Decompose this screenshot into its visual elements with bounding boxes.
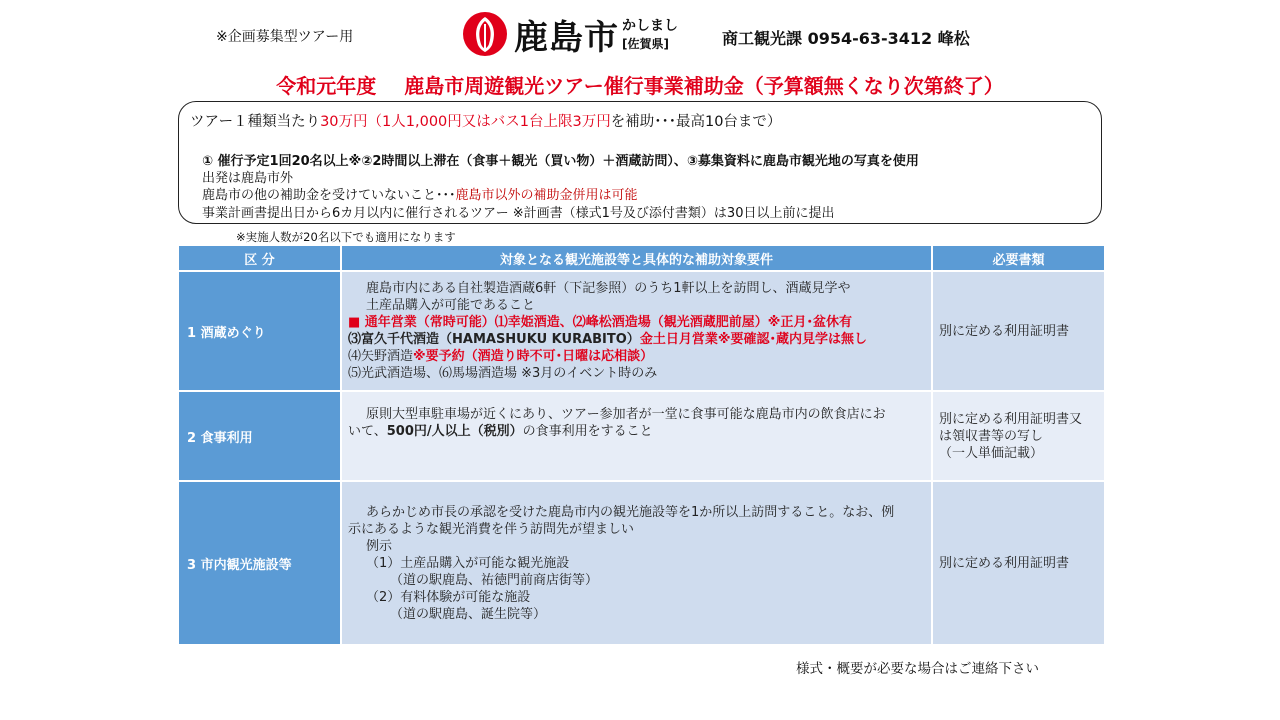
- doc-line: は領収書等の写し: [939, 428, 1044, 444]
- detail-line: （道の駅鹿島、誕生院等）: [390, 606, 547, 622]
- detail-text: の食事利用をすること: [522, 424, 653, 439]
- detail-line: 土産品購入が可能であること: [366, 298, 536, 313]
- doc-line: 別に定める利用証明書又: [939, 411, 1083, 427]
- subsidy-amount-prefix: ツアー１種類当たり: [190, 114, 321, 130]
- detail-line: [348, 423, 925, 440]
- detail-text: いて、: [348, 424, 387, 439]
- detail-line: （2）有料体験が可能な施設: [366, 589, 531, 605]
- contact-info: 商工観光課 0954-63-3412 峰松: [722, 29, 970, 48]
- table-row: [178, 391, 1105, 481]
- documents-sake-brewery: 別に定める利用証明書: [932, 271, 1105, 391]
- detail-note: 金土日月営業※要確認･蔵内見学は無し: [639, 332, 867, 347]
- requirements-sake-brewery: [341, 271, 932, 391]
- header-category: 区 分: [178, 245, 341, 271]
- detail-emphasis: 500円/人以上（税別）: [386, 424, 523, 439]
- requirement-other-subsidy-note: 鹿島市以外の補助金併用は可能: [455, 188, 638, 203]
- subsidy-amount-line: [190, 110, 781, 131]
- subsidy-amount-suffix: を補助･･･最高10台まで）: [610, 114, 782, 130]
- requirement-plan-submission: 事業計画書提出日から6カ月以内に催行されるツアー ※計画書（様式1号及び添付書類）は30日以上前に提出: [202, 206, 835, 221]
- fiscal-year: 令和元年度: [276, 74, 377, 98]
- participants-note: ※実施人数が20名以下でも適用になります: [236, 230, 456, 244]
- detail-line: （1）土産品購入が可能な観光施設: [366, 555, 570, 571]
- requirements-table: [177, 244, 1106, 646]
- subsidy-amount-value: 30万円（1人1,000円又はバス1台上限3万円: [320, 114, 611, 130]
- table-header-row: [178, 245, 1105, 271]
- header-requirements: 対象となる観光施設等と具体的な補助対象要件: [341, 245, 932, 271]
- requirements-sightseeing: [341, 481, 932, 645]
- category-sightseeing: 3 市内観光施設等: [178, 481, 341, 645]
- city-logo: [462, 8, 702, 58]
- category-sake-brewery: 1 酒蔵めぐり: [178, 271, 341, 391]
- detail-line: 例示: [366, 538, 393, 554]
- detail-text: ⑷矢野酒造: [348, 349, 414, 364]
- city-emblem-icon: [462, 11, 508, 57]
- logo-city-name: 鹿島市: [514, 18, 619, 58]
- logo-city-kana: かしまし: [622, 18, 678, 34]
- detail-line: 示にあるような観光消費を伴う訪問先が望ましい: [348, 521, 635, 537]
- table-row: [178, 481, 1105, 645]
- detail-note: ※要予約（酒造り時不可･日曜は応相談）: [413, 349, 654, 364]
- detail-line: 原則大型車駐車場が近くにあり、ツアー参加者が一堂に食事可能な鹿島市内の飲食店にお: [366, 407, 886, 422]
- header-documents: 必要書類: [932, 245, 1105, 271]
- detail-line: [348, 348, 925, 365]
- category-meal: 2 食事利用: [178, 391, 341, 481]
- requirement-other-subsidy: [202, 184, 638, 203]
- requirement-other-subsidy-text: 鹿島市の他の補助金を受けていないこと･･･: [202, 188, 456, 203]
- doc-line: （一人単価記載）: [939, 445, 1044, 461]
- table-row: [178, 271, 1105, 391]
- documents-meal: [932, 391, 1105, 481]
- tour-note: ※企画募集型ツアー用: [216, 29, 354, 45]
- detail-line: ■ 通年営業（常時可能）⑴幸姫酒造、⑵峰松酒造場（観光酒蔵肥前屋）※正月･盆休有: [348, 315, 852, 330]
- detail-text: ⑶富久千代酒造（HAMASHUKU KURABITO）: [348, 332, 640, 347]
- requirements-meal: [341, 391, 932, 481]
- requirement-conditions: ① 催行予定1回20名以上※②2時間以上滞在（食事＋観光（買い物）＋酒蔵訪問）、③募集資料に鹿島市観光地の写真を使用: [202, 154, 919, 169]
- detail-line: [348, 331, 925, 348]
- requirement-departure: 出発は鹿島市外: [202, 171, 294, 186]
- detail-line: 鹿島市内にある自社製造酒蔵6軒（下記参照）のうち1軒以上を訪問し、酒蔵見学や: [366, 281, 851, 296]
- program-title: 鹿島市周遊観光ツアー催行事業補助金（予算額無くなり次第終了）: [404, 74, 1004, 98]
- detail-line: ⑸光武酒造場、⑹馬場酒造場 ※3月のイベント時のみ: [348, 366, 658, 381]
- page-title: [0, 70, 1280, 99]
- detail-line: あらかじめ市長の承認を受けた鹿島市内の観光施設等を1か所以上訪問すること。なお、例: [366, 504, 895, 520]
- logo-prefecture: [佐賀県]: [622, 37, 669, 51]
- documents-sightseeing: 別に定める利用証明書: [932, 481, 1105, 645]
- footer-note: 様式・概要が必要な場合はご連絡下さい: [796, 661, 1039, 677]
- detail-line: （道の駅鹿島、祐徳門前商店街等）: [390, 572, 599, 588]
